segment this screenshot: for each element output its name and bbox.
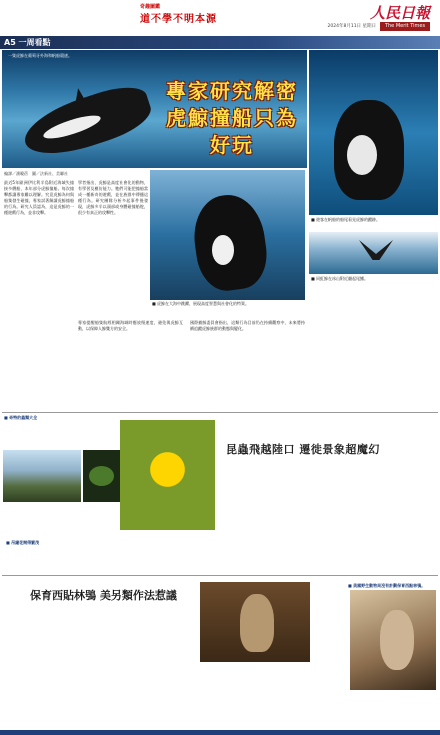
- hero-image: [2, 50, 307, 168]
- right-photo-caption-1: ■ 遊客在帆船的船尾看見虎鯨的蹤跡。: [311, 217, 381, 222]
- divider-2: [2, 575, 438, 576]
- middle-photo-landscape: [3, 450, 81, 502]
- headline-line-1: 專家研究解密: [166, 79, 298, 103]
- article-photo-orca: [150, 170, 305, 300]
- bird-figure: [380, 610, 414, 670]
- article-column-4: 國際捕鯨委員會指出，這類行為目前仍在持續觀察中，未來將持續追蹤虎鯨族群的動態與變化。: [190, 320, 305, 332]
- middle-tag-2: ■ 吊鐘花開得繁茂: [6, 540, 40, 545]
- orca-eye-patch: [212, 235, 234, 265]
- section-label: A5 一周看點: [4, 38, 51, 47]
- middle-tag-1: ■ 奇特的蟲類大全: [4, 415, 38, 420]
- orca-patch: [347, 135, 377, 175]
- insect-figure: [89, 466, 114, 486]
- whale-tail: [359, 240, 393, 260]
- times-badge: The Merit Times: [380, 22, 430, 31]
- article-column-1: 最近5年歐洲伊比利半島附近海域失撞接多艘船，本年部分虎鯨撞船。每次撞擊都讓專家難以理解。究竟虎鯨為何與船隻發生碰撞，專家試著解讀虎鯨撞船的行為。研究人員認為，這是虎鯨的一種遊戲行為，並非攻擊。: [4, 180, 74, 216]
- middle-photo-insect: [83, 450, 121, 502]
- masthead-title: 道不學不明本源: [140, 14, 217, 25]
- masthead: [0, 0, 440, 34]
- bottom-tag: ■ 美國野生動物局沒有計劃保育西點林鴞。: [348, 583, 426, 588]
- divider-1: [2, 412, 438, 413]
- article-photo-caption: ■ 虎鯨在大海中跳躍，展現高度智慧與社會化的特質。: [152, 301, 250, 306]
- footer-line: [0, 730, 440, 735]
- right-photo-orca: [309, 50, 438, 215]
- bottom-photo-bird: [350, 590, 436, 690]
- article-column-3: 專家提醒船隻航經相關海域時應放慢速度，避免與虎鯨互動，以保障人鯨雙方的安全。: [78, 320, 183, 332]
- section-bar: [0, 36, 440, 49]
- hero-caption: 一隻虎鯨在葡萄牙外海和帆船競速。: [8, 53, 72, 58]
- article-column-2: 學者指出，虎鯨是高度社會化的動物，有學習及模仿能力。牠們可能把撞船當成一種新奇的遊戲，並在族群中傳播這種行為。研究團隊分析多起事件後發現，虎鯨多半以頭部或身體碰撞船舵，很少有真正的攻擊性。: [78, 180, 148, 216]
- middle-headline: 昆蟲飛越陸口 遷徙景象超魔幻: [226, 443, 380, 456]
- newspaper-logo: 人民日報: [369, 4, 430, 22]
- masthead-subtitle: 奇趣圖鑑: [140, 4, 161, 10]
- issue-date: 2024年8月11日 星期日: [327, 24, 376, 29]
- byline: 編譯／潘曉蓓 圖／法新社、美聯社: [4, 171, 68, 176]
- headline-line-2: 虎鯨撞船只為好玩: [166, 106, 298, 157]
- right-photo-caption-2: ■ 同虹鯨在冰山附近翻起尾鰭。: [311, 276, 369, 281]
- bottom-photo-owl: [200, 582, 310, 662]
- right-photo-tail: [309, 232, 438, 274]
- bottom-headline: 保育西貼林鴞 美另類作法惹議: [30, 589, 177, 602]
- owl-figure: [240, 594, 274, 652]
- headline: [157, 78, 307, 159]
- middle-photo-flower: [120, 420, 215, 530]
